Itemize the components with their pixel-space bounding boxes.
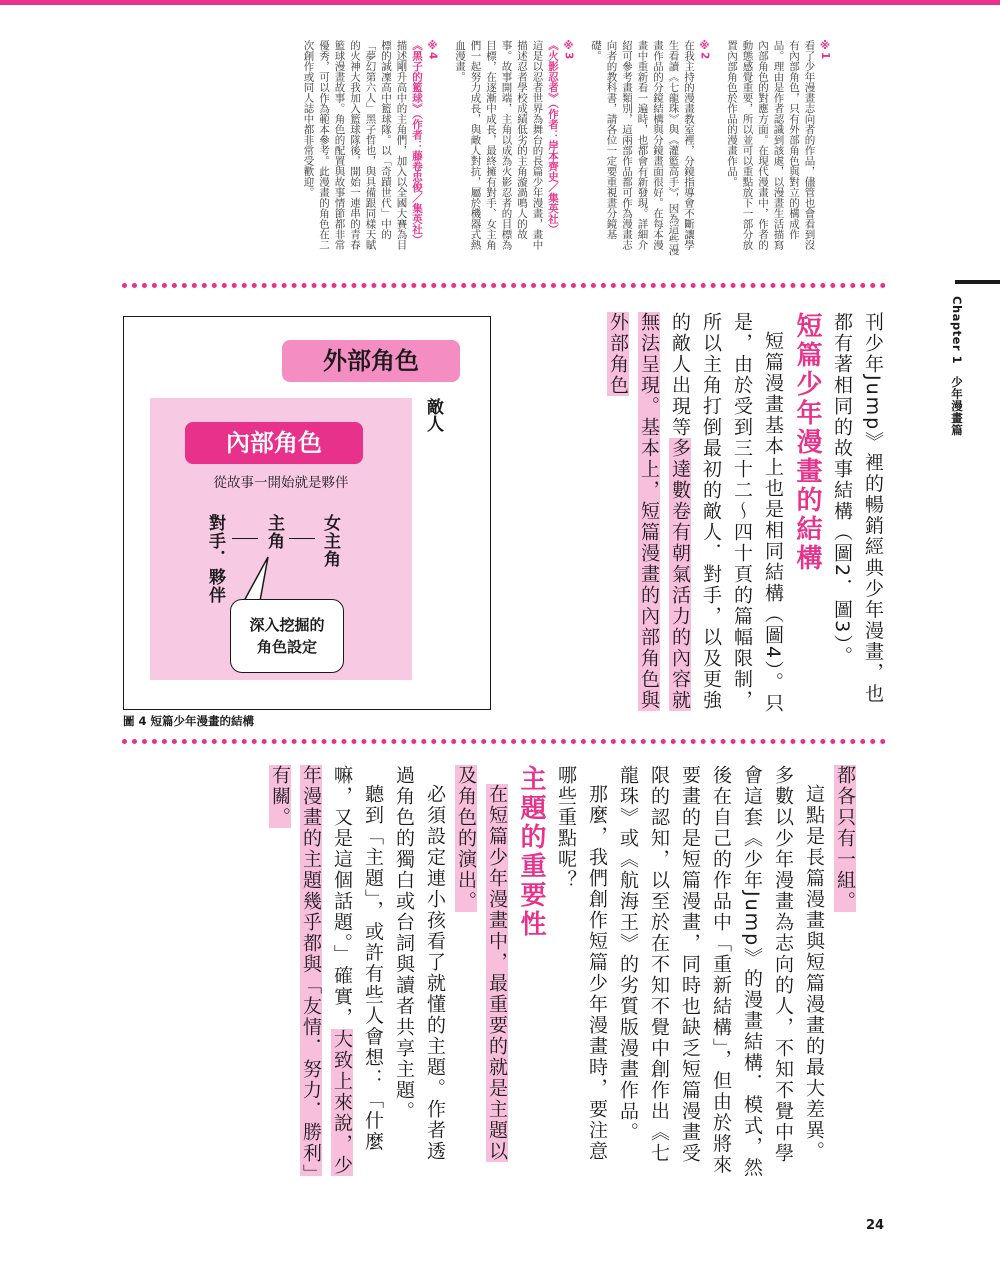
rival-label: 對手．夥伴 [205, 514, 225, 604]
highlighted-text: 在短篇少年漫畫中，最重要的就是主題以及角色的演出。 [455, 765, 508, 1162]
paragraph-text: 聽到「主題」，或許有些人會想：「什麼嘛，又是這個話題。」確實， [331, 765, 384, 1153]
highlighted-text: 大致上來說，少年漫畫的主題幾乎都與「友情．努力．勝利」有關。 [269, 765, 353, 1176]
section-heading: 主題的重要性 [516, 765, 546, 939]
highlighted-text: 都各只有一組。 [834, 765, 856, 912]
bubble-text: 深入挖掘的 [249, 616, 325, 634]
top-accent-bar [0, 0, 1000, 5]
footnote-1 [724, 40, 833, 260]
enemy-label: 敵人 [423, 398, 443, 432]
figure-caption: 圖 4 短篇少年漫畫的結構 [123, 714, 255, 728]
footnotes [288, 40, 832, 260]
connector-line [289, 538, 315, 539]
paragraph: 那麼，我們創作短篇少年漫畫時，要注意哪些重點呢？ [555, 765, 608, 1162]
footnote-text: 看了少年漫畫志向者的作品，儘管也會看到沒有內部角色，只有外部角色與對立的構成作品。理由是作者認識到該處，以漫畫生活描寫內部角色的對應方面。在現代漫畫中，作者的動態感覺重要，所以並可以重點放下一部分放置內部角色於作品的漫畫作品。 [726, 40, 816, 250]
paragraph: 必須設定連小孩看了就懂的主題。作者透過角色的獨白或台詞與讀者共享主題。 [393, 765, 446, 1162]
bubble-text: 角色設定 [256, 638, 317, 656]
paragraph [450, 765, 512, 1180]
heroine-label: 女主角 [320, 514, 340, 568]
paragraph-text: 短篇漫畫基本上也是相同結構（圖4）。只是，由於受到三十二～四十頁的篇幅限制，所以主角打倒最初的敵人．對手，以及更強的敵人出現等 [669, 312, 784, 714]
speech-bubble [230, 599, 344, 673]
dotted-divider [122, 283, 886, 288]
inner-characters-label: 內部角色 [185, 422, 363, 464]
section-heading: 短篇少年漫畫的結構 [792, 312, 822, 573]
footnote-mark: ※4 [426, 40, 439, 60]
footnote-text: 描述剛升高中的主角們，加入以全國大賽為目標的誠凜高中籃球隊。以「奇蹟世代」中的「夢幻第六人」黑子哲也，與具備跟同樣天賦的火神大我加入籃球隊後，開始一連串的青春籃球漫畫故事。角色的配置與故事情節都非常優秀，可以作為範本參考。此漫畫的角色在二次創作或同人誌中都非常受歡迎。 [302, 40, 408, 250]
paragraph-continued [829, 765, 860, 1180]
chapter-number: Chapter 1 [950, 296, 964, 365]
paragraph-continued: 刊少年Jump》裡的暢銷經典少年漫畫，也都有著相同的故事結構（圖2．圖3）。 [831, 312, 884, 705]
protagonist-label: 主角 [264, 514, 284, 550]
footnote-4 [300, 40, 440, 260]
chapter-title: 少年漫畫篇 [950, 376, 964, 437]
speech-bubble-tail [238, 555, 278, 603]
chapter-tab [949, 296, 965, 476]
paragraph [602, 312, 788, 722]
body-text-upper [602, 312, 888, 722]
paragraph: 這點是長篇漫畫與短篇漫畫的最大差異。多數以少年漫畫為志向的人，不知不覺中學會這套《少年Jump》的漫畫結構．模式，然後在自己的作品中「重新結構」，但由於將來要畫的是短篇漫畫，同時也缺乏短篇漫畫受限的認知，以至於在不知不覺中創作出《七龍珠》或《航海王》的劣質版漫畫作品。 [617, 765, 825, 1179]
chapter-tab-rule [955, 280, 1000, 284]
footnote-mark: ※1 [819, 40, 831, 60]
inner-characters-subtitle: 從故事一開始就是夥伴 [213, 475, 349, 491]
paragraph [264, 765, 388, 1180]
connector-line [232, 538, 258, 539]
outer-characters-label: 外部角色 [282, 340, 460, 382]
footnote-2 [588, 40, 712, 260]
page-number: 24 [866, 1218, 885, 1233]
footnote-mark: ※3 [562, 40, 575, 60]
footnote-title: 《火影忍者》（作者：岸本齊史／集英社） [547, 40, 559, 235]
footnote-3 [452, 40, 576, 260]
footnote-mark: ※2 [698, 40, 711, 60]
highlighted-text: 多達數卷有朝氣活力的內容就無法呈現。基本上，短篇漫畫的內部角色與外部角色 [607, 312, 691, 711]
footnote-text: 在我主持的漫畫教室裡，分鏡指導會不斷讓學生看讀《七龍珠》與《灌籃高手》，因為這些漫畫作品的分鏡結構與分鏡畫面很好。在每本漫畫中重新看一遍時，也都會有新發現。詳細介紹可參考畫類別，這兩部作品都可作為漫畫志向者的教科書，請各位一定要重視畫分鏡基礎。 [590, 40, 695, 256]
footnote-text: 這是以忍者世界為舞台的長篇少年漫畫，畫中描述忍者學校成績低劣的主角漩渦鳴人的故事。故事開端，主角以成為火影忍者的目標為目標，在逐漸中成長，最終擁有對手、女主角們一起努力成長，與敵人對抗，屬於機器式熱血漫畫。 [454, 40, 544, 250]
footnote-title: 《黑子的籃球》（作者：藤卷忠俊／集英社） [411, 40, 423, 245]
body-text-lower [264, 765, 860, 1180]
dotted-divider [122, 739, 886, 744]
